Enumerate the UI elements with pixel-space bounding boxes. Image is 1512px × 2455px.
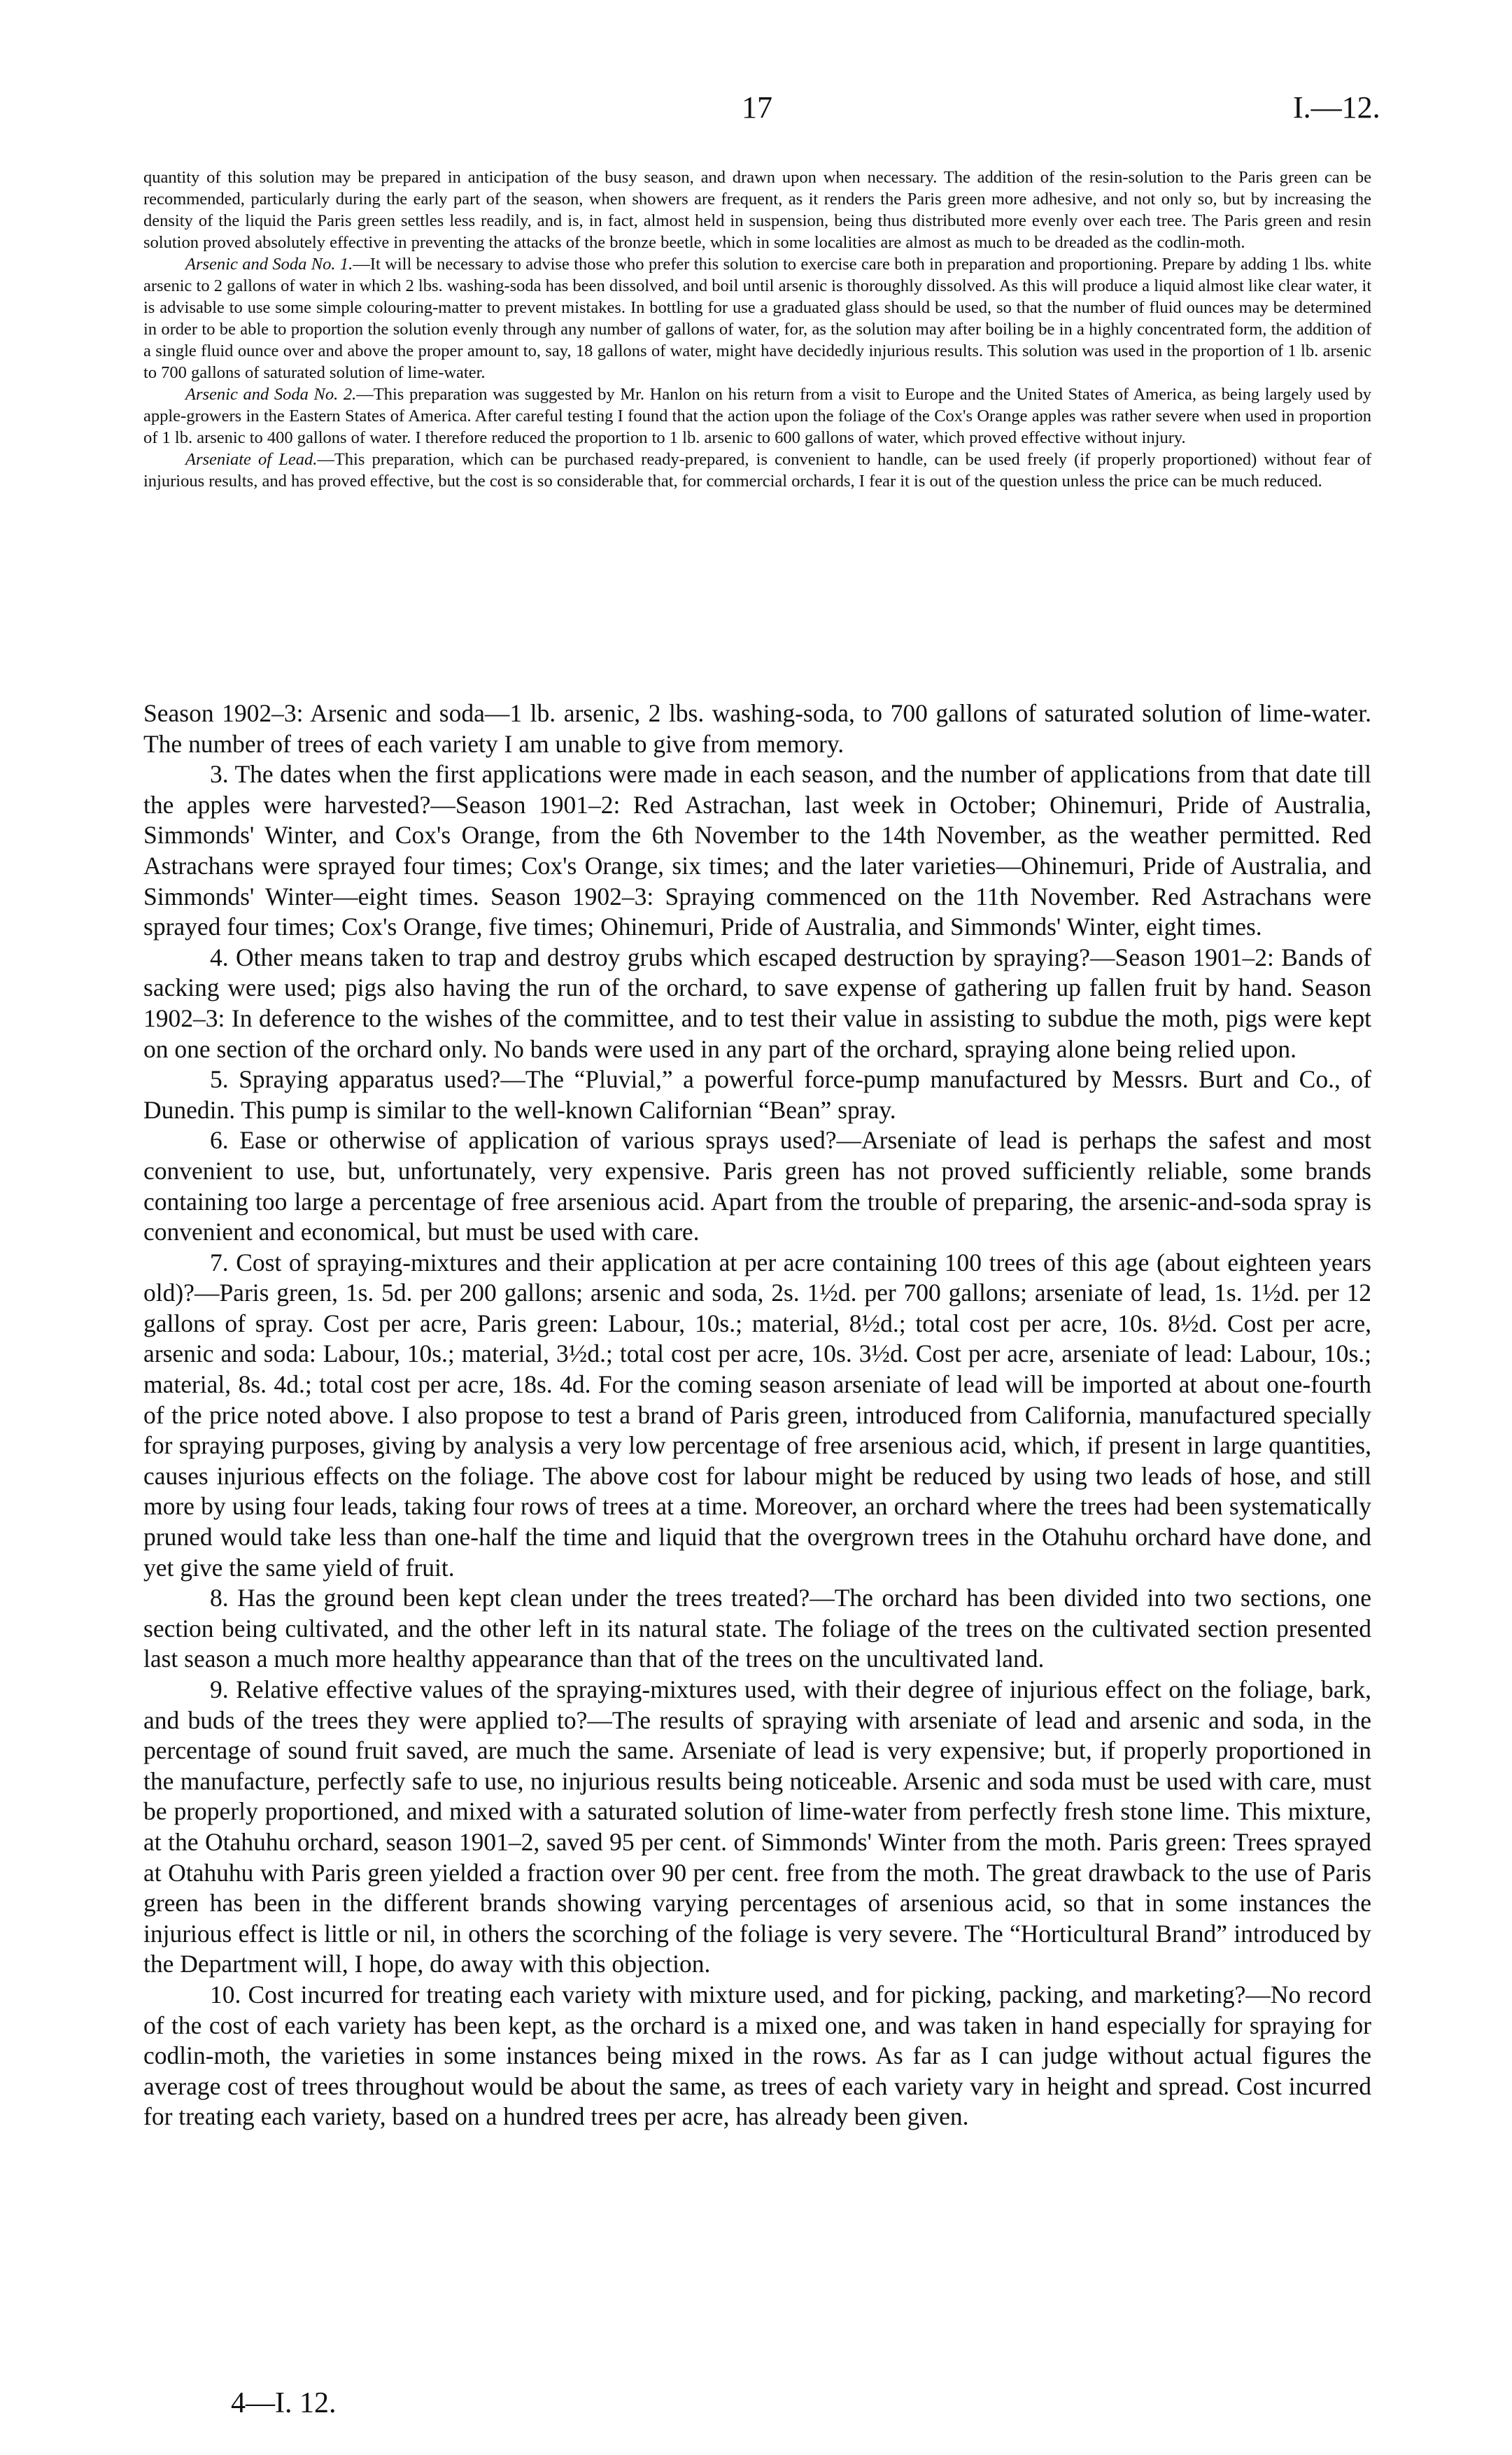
- paragraph-season: Season 1902–3: Arsenic and soda—1 lb. arsenic, 2 lbs. washing-soda, to 700 gallons of saturated solution of lime-water. The number of trees of each variety I am unable to give from memory.: [143, 699, 1371, 758]
- subheading: Arseniate of Lead.: [185, 450, 318, 469]
- small-print-section: [143, 167, 1371, 492]
- signature-mark: 4—I. 12.: [231, 2387, 337, 2419]
- paragraph-arsenic-soda-2: [143, 384, 1371, 449]
- page-number: 17: [742, 90, 772, 125]
- paragraph-q7: 7. Cost of spraying-mixtures and their application at per acre containing 100 trees of this age (about eighteen years old)?—Paris green, 1s. 5d. per 200 gallons; arsenic and soda, 2s. 1½d. per 700 gallons; arseniate of lead, 1s. 1½d. per 12 gallons of spray. Cost per acre, Paris green: Labour, 10s.; material, 8½d.; total cost per acre, 10s. 8½d. Cost per acre, arsenic and soda: Labour, 10s.; material, 3½d.; total cost per acre, 10s. 3½d. Cost per acre, arseniate of lead: Labour, 10s.; material, 8s. 4d.; total cost per acre, 18s. 4d. For the coming season arseniate of lead will be imported at about one-fourth of the price noted above. I also propose to test a brand of Paris green, introduced from California, manufactured specially for spraying purposes, giving by analysis a very low percentage of free arsenious acid, which, if present in large quantities, causes injurious effects on the foliage. The above cost for labour might be reduced by using two leads of hose, and still more by using four leads, taking four rows of trees at a time. Moreover, an orchard where the trees had been systematically pruned would take less than one-half the time and liquid that the overgrown trees in the Otahuhu orchard have done, and yet give the same yield of fruit.: [143, 1248, 1371, 1582]
- paragraph-q9: 9. Relative effective values of the spraying-mixtures used, with their degree of injurious effect on the foliage, bark, and buds of the trees they were applied to?—The results of spraying with arseniate of lead and arsenic and soda, in the percentage of sound fruit saved, are much the same. Arseniate of lead is very expensive; but, if properly proportioned in the manufacture, perfectly safe to use, no injurious results being noticeable. Arsenic and soda must be used with care, must be properly proportioned, and mixed with a saturated solution of lime-water from perfectly fresh stone lime. This mixture, at the Otahuhu orchard, season 1901–2, saved 95 per cent. of Simmonds' Winter from the moth. Paris green: Trees sprayed at Otahuhu with Paris green yielded a fraction over 90 per cent. free from the moth. The great drawback to the use of Paris green has been in the different brands showing varying percentages of arsenious acid, so that in some instances the injurious effect is little or nil, in others the scorching of the foliage is very severe. The “Horticultural Brand” introduced by the Department will, I hope, do away with this objection.: [143, 1675, 1371, 1978]
- paragraph-resin-solution: quantity of this solution may be prepared in anticipation of the busy season, and drawn upon when necessary. The addition of the resin-solution to the Paris green can be recommended, particularly during the early part of the season, when showers are frequent, as it renders the Paris green more adhesive, and not only so, but by increasing the density of the liquid the Paris green settles less readily, and is, in fact, almost held in suspension, being thus distributed more evenly over each tree. The Paris green and resin solution proved absolutely effective in preventing the attacks of the bronze beetle, which in some localities are almost as much to be dreaded as the codlin-moth.: [143, 168, 1371, 252]
- paragraph-q3: 3. The dates when the first applications were made in each season, and the number of applications from that date till the apples were harvested?—Season 1901–2: Red Astrachan, last week in October; Ohinemuri, Pride of Australia, Simmonds' Winter, and Cox's Orange, from the 6th November to the 14th November, as the weather permitted. Red Astrachans were sprayed four times; Cox's Orange, six times; and the later varieties—Ohinemuri, Pride of Australia, and Simmonds' Winter—eight times. Season 1902–3: Spraying commenced on the 11th November. Red Astrachans were sprayed four times; Cox's Orange, five times; Ohinemuri, Pride of Australia, and Simmonds' Winter, eight times.: [143, 760, 1371, 941]
- paragraph-q5: 5. Spraying apparatus used?—The “Pluvial,” a powerful force-pump manufactured by Messrs. Burt and Co., of Dunedin. This pump is similar to the well-known Californian “Bean” spray.: [143, 1065, 1371, 1124]
- main-text-section: [143, 698, 1371, 2132]
- paragraph-q8: 8. Has the ground been kept clean under the trees treated?—The orchard has been divided into two sections, one section being cultivated, and the other left in its natural state. The foliage of the trees on the cultivated section presented last season a much more healthy appearance than that of the trees on the uncultivated land.: [143, 1584, 1371, 1673]
- subheading: Arsenic and Soda No. 1.: [185, 255, 353, 274]
- paragraph-text: —This preparation, which can be purchased ready-prepared, is convenient to handle, can be used freely (if properly proportioned) without fear of injurious results, and has proved effective, but the cost is so considerable that, for commercial orchards, I fear it is out of the question unless the price can be much reduced.: [143, 450, 1371, 491]
- paragraph-arseniate-lead: [143, 449, 1371, 492]
- paragraph-text: —It will be necessary to advise those who prefer this solution to exercise care both in preparation and proportioning. Prepare by adding 1 lbs. white arsenic to 2 gallons of water in which 2 lbs. washing-soda has been dissolved, and boil until arsenic is thoroughly dissolved. As this will produce a liquid almost like clear water, it is advisable to use some simple colouring-matter to prevent mistakes. In bottling for use a graduated glass should be used, so that the number of fluid ounces may be determined in order to be able to proportion the solution evenly through any number of gallons of water, for, as the solution may after boiling be in a highly concentrated form, the addition of a single fluid ounce over and above the proper amount to, say, 18 gallons of water, might have decidedly injurious results. This solution was used in the proportion of 1 lb. arsenic to 700 gallons of saturated solution of lime-water.: [143, 255, 1372, 382]
- document-reference: I.—12.: [1293, 90, 1380, 125]
- paragraph-q10: 10. Cost incurred for treating each variety with mixture used, and for picking, packing, and marketing?—No record of the cost of each variety has been kept, as the orchard is a mixed one, and was taken in hand especially for spraying for codlin-moth, the varieties in some instances being mixed in the rows. As far as I can judge without actual figures the average cost of trees throughout would be about the same, as trees of each variety vary in height and spread. Cost incurred for treating each variety, based on a hundred trees per acre, has already been given.: [143, 1980, 1371, 2131]
- subheading: Arsenic and Soda No. 2.: [185, 385, 357, 404]
- paragraph-q4: 4. Other means taken to trap and destroy grubs which escaped destruction by spraying?—Season 1901–2: Bands of sacking were used; pigs also having the run of the orchard, to save expense of gathering up fallen fruit by hand. Season 1902–3: In deference to the wishes of the committee, and to test their value in assisting to subdue the moth, pigs were kept on one section of the orchard only. No bands were used in any part of the orchard, spraying alone being relied upon.: [143, 943, 1371, 1063]
- paragraph-arsenic-soda-1: [143, 253, 1371, 384]
- paragraph-q6: 6. Ease or otherwise of application of various sprays used?—Arseniate of lead is perhaps the safest and most convenient to use, but, unfortunately, very expensive. Paris green has not proved sufficiently reliable, some brands containing too large a percentage of free arsenious acid. Apart from the trouble of preparing, the arsenic-and-soda spray is convenient and economical, but must be used with care.: [143, 1126, 1371, 1246]
- paragraph-text: —This preparation was suggested by Mr. Hanlon on his return from a visit to Europe and the United States of America, as being largely used by apple-growers in the Eastern States of America. After careful testing I found that the action upon the foliage of the Cox's Orange apples was rather severe when used in proportion of 1 lb. arsenic to 400 gallons of water. I therefore reduced the proportion to 1 lb. arsenic to 600 gallons of water, which proved effective without injury.: [143, 385, 1371, 447]
